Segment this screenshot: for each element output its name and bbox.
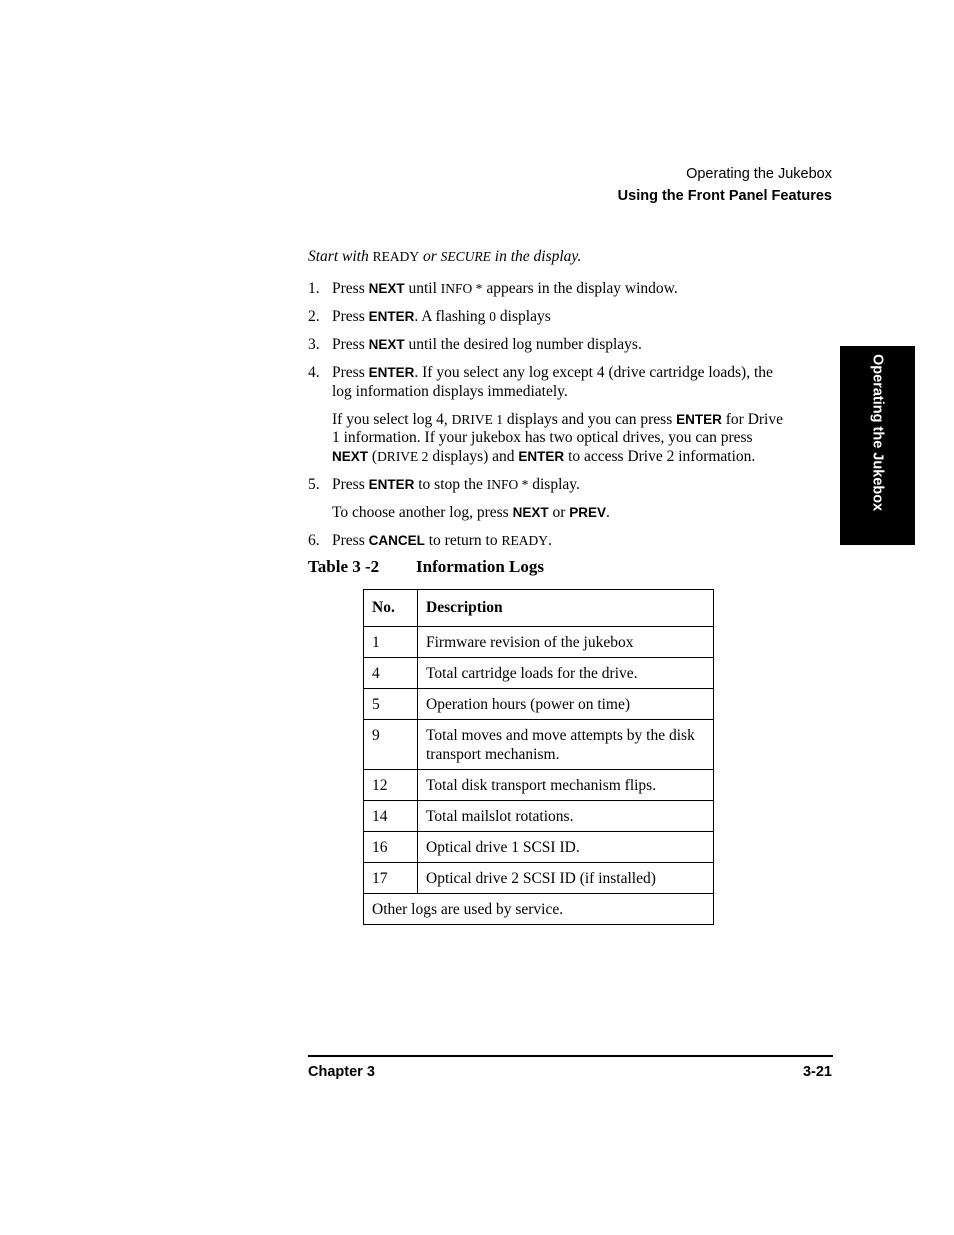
step-5-sub: To choose another log, press NEXT or PREV. bbox=[332, 504, 610, 521]
display-secure: SECURE bbox=[440, 249, 491, 264]
table-row bbox=[364, 832, 714, 863]
log-number: 4 bbox=[364, 658, 418, 689]
column-header-no: No. bbox=[364, 590, 418, 627]
step-number: 6. bbox=[308, 532, 320, 549]
key-next: NEXT bbox=[512, 505, 549, 520]
step-6-text: Press CANCEL to return to READY. bbox=[332, 532, 552, 549]
log-description: Optical drive 1 SCSI ID. bbox=[418, 832, 714, 863]
intro-line bbox=[308, 247, 581, 266]
display-ready: READY bbox=[501, 533, 548, 548]
log-number: 17 bbox=[364, 863, 418, 894]
log-description: Total moves and move attempts by the disk transport mechanism. bbox=[418, 720, 714, 770]
step-number: 3. bbox=[308, 336, 320, 353]
table-row bbox=[364, 770, 714, 801]
table-row bbox=[364, 863, 714, 894]
log-description: Total disk transport mechanism flips. bbox=[418, 770, 714, 801]
log-description: Firmware revision of the jukebox bbox=[418, 627, 714, 658]
step-3-text: Press NEXT until the desired log number displays. bbox=[332, 336, 642, 353]
running-header-subsection: Using the Front Panel Features bbox=[617, 188, 832, 204]
display-info: INFO * bbox=[440, 281, 483, 296]
table-caption-label: Table 3 -2 bbox=[308, 557, 380, 576]
column-header-description: Description bbox=[418, 590, 714, 627]
table-caption-title: Information Logs bbox=[416, 557, 544, 576]
log-number: 16 bbox=[364, 832, 418, 863]
log-description: Total cartridge loads for the drive. bbox=[418, 658, 714, 689]
log-number: 14 bbox=[364, 801, 418, 832]
key-prev: PREV bbox=[569, 505, 607, 520]
display-ready: READY bbox=[372, 249, 420, 264]
key-enter: ENTER bbox=[518, 449, 565, 464]
table-row bbox=[364, 801, 714, 832]
table-header-row bbox=[364, 590, 714, 627]
table-footer-row bbox=[364, 894, 714, 925]
table-row bbox=[364, 658, 714, 689]
log-description: Total mailslot rotations. bbox=[418, 801, 714, 832]
step-4-sub-line3: NEXT (DRIVE 2 displays) and ENTER to access Drive 2 information. bbox=[332, 448, 756, 465]
key-enter: ENTER bbox=[368, 365, 415, 380]
information-logs-table bbox=[363, 589, 714, 925]
step-5-text: Press ENTER to stop the INFO * display. bbox=[332, 476, 580, 493]
key-next: NEXT bbox=[368, 281, 405, 296]
step-4-sub-line2: 1 information. If your jukebox has two optical drives, you can press bbox=[332, 429, 753, 446]
running-header-section: Operating the Jukebox bbox=[686, 166, 832, 182]
chapter-side-tab bbox=[840, 346, 915, 545]
table-row bbox=[364, 689, 714, 720]
table-row bbox=[364, 627, 714, 658]
step-2-text: Press ENTER. A flashing 0 displays bbox=[332, 308, 551, 325]
footer-chapter: Chapter 3 bbox=[308, 1064, 375, 1080]
step-number: 4. bbox=[308, 364, 320, 381]
log-number: 9 bbox=[364, 720, 418, 770]
display-zero: 0 bbox=[489, 309, 497, 324]
table-footer-note: Other logs are used by service. bbox=[364, 894, 714, 925]
step-4-text-line2: log information displays immediately. bbox=[332, 383, 568, 400]
log-number: 12 bbox=[364, 770, 418, 801]
step-4-text-line1: Press ENTER. If you select any log except 4 (drive cartridge loads), the bbox=[332, 364, 773, 381]
key-enter: ENTER bbox=[676, 412, 722, 427]
log-description: Optical drive 2 SCSI ID (if installed) bbox=[418, 863, 714, 894]
display-drive-2: DRIVE 2 bbox=[377, 449, 429, 464]
key-next: NEXT bbox=[368, 337, 405, 352]
table-row bbox=[364, 720, 714, 770]
footer-page-number: 3-21 bbox=[802, 1064, 832, 1080]
log-number: 1 bbox=[364, 627, 418, 658]
key-cancel: CANCEL bbox=[368, 533, 425, 548]
footer-rule bbox=[308, 1055, 833, 1057]
side-tab-label: Operating the Jukebox bbox=[869, 354, 886, 512]
step-1-text: Press NEXT until INFO * appears in the display window. bbox=[332, 280, 678, 297]
display-info: INFO * bbox=[486, 477, 529, 492]
intro-text: in the display. bbox=[490, 248, 582, 265]
key-enter: ENTER bbox=[368, 309, 415, 324]
log-description: Operation hours (power on time) bbox=[418, 689, 714, 720]
step-number: 5. bbox=[308, 476, 320, 493]
table-caption bbox=[308, 557, 544, 577]
intro-text: or bbox=[419, 248, 441, 265]
intro-text: Start with bbox=[308, 248, 373, 265]
step-number: 1. bbox=[308, 280, 320, 297]
step-4-sub-line1: If you select log 4, DRIVE 1 displays and you can press ENTER for Drive bbox=[332, 411, 783, 428]
display-drive-1: DRIVE 1 bbox=[451, 412, 504, 427]
key-next: NEXT bbox=[332, 449, 369, 464]
log-number: 5 bbox=[364, 689, 418, 720]
step-number: 2. bbox=[308, 308, 320, 325]
key-enter: ENTER bbox=[368, 477, 415, 492]
